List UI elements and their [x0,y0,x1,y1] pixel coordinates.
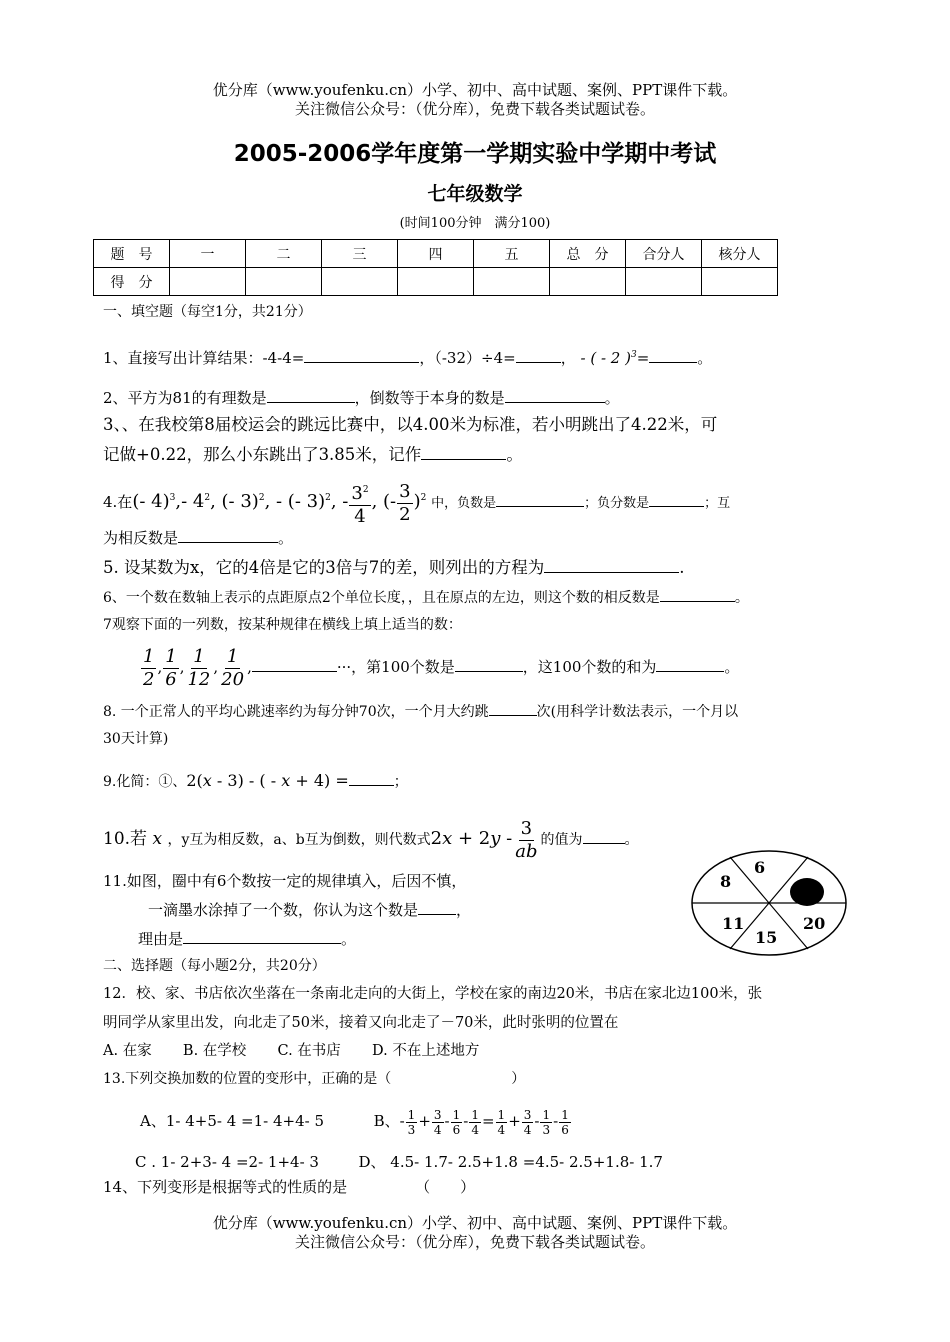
option-a[interactable]: A. 在家 [103,1043,152,1059]
question-12-line-2: 明同学从家里出发，向北走了50米，接着又向北走了－70米，此时张明的位置在 [103,1015,619,1031]
circle-number: 11 [722,914,745,933]
fraction: $\frac{1}{2}$ [143,645,155,690]
question-3-line-2: 记做+0.22，那么小东跳出了3.85米，记作 。 [103,445,523,464]
math-expression: (- 4)$^3$,- $4^2$, (- 3)$^2$, - (- 3)$^2$, - [132,491,349,512]
question-11-line-1: 11.如图，圈中有6个数按一定的规律填入，后因不慎， [103,872,467,890]
option-d[interactable]: D、 4.5- 1.7- 2.5+1.8 =4.5- 2.5+1.8- 1.7 [358,1153,663,1171]
fraction: $\frac{1}{3}$ [407,1107,416,1137]
question-13-options-ab [140,1101,572,1147]
question-12-options [103,1041,479,1061]
question-8-line-1: 8. 一个正常人的平均心跳速率约为每分钟70次，一个月大约跳 次(用科学计数法表示，一个月以 [103,701,738,722]
score-table-header-row [94,240,778,268]
question-8-line-2: 30天计算) [103,731,169,747]
math-expression: , (- [371,491,397,512]
table-cell: 二 [246,240,322,268]
option-d[interactable]: D. 不在上述地方 [372,1043,480,1059]
answer-blank[interactable] [649,348,697,363]
question-11-line-2: 一滴墨水涂掉了一个数，你认为这个数是 ， [148,901,472,919]
question-11-line-3: 理由是 。 [138,930,357,948]
fraction: $\frac{3}{4}$ [523,1107,532,1137]
exam-info: (时间100分钟 满分100) [399,216,551,231]
table-cell: 合分人 [626,240,702,268]
score-table [93,239,778,296]
fraction: $\frac{1}{6}$ [165,645,177,690]
question-2: 2、平方为81的有理数是 ，倒数等于本身的数是 。 [103,389,620,407]
question-7: 7观察下面的一列数，按某种规律在横线上填上适当的数： [103,617,462,633]
fraction: $\frac{1}{4}$ [471,1107,479,1137]
answer-blank[interactable] [421,445,506,460]
score-cell[interactable] [702,268,778,296]
number-circle-figure [690,848,850,958]
question-13-options-cd [135,1152,663,1172]
math-expression: 2x + 2y - [430,828,513,849]
fraction: $\frac{3^2}{4}$ [349,479,370,528]
score-cell[interactable] [626,268,702,296]
fraction: $\frac{1}{6}$ [561,1107,569,1137]
answer-blank[interactable] [516,348,561,363]
question-10: 10.若 x ，y互为相反数，a、b互为倒数，则代数式2x + 2y - $\frac{3}{ab}$ 的值为 。 [103,817,639,862]
table-cell: 总 分 [550,240,626,268]
fraction: $\frac{1}{12}$ [187,645,211,690]
answer-blank[interactable] [304,348,419,363]
option-c[interactable]: C . 1- 2+3- 4 =2- 1+4- 3 [135,1153,319,1171]
score-table-score-row [94,268,778,296]
fraction: $\frac{3}{2}$ [399,480,411,525]
question-5: 5. 设某数为x，它的4倍是它的3倍与7的差，则列出的方程为 . [103,558,685,577]
option-c[interactable]: C. 在书店 [277,1043,341,1059]
score-cell[interactable] [322,268,398,296]
answer-blank[interactable] [660,587,735,602]
footer-line-1: 优分库（www.youfenku.cn）小学、初中、高中试题、案例、PPT课件下载。 [212,1214,738,1232]
ink-blot [790,878,824,906]
fraction: $\frac{1}{20}$ [221,645,245,690]
answer-blank[interactable] [583,829,625,844]
question-3-line-1: 3、、在我校第8届校运会的跳远比赛中，以4.00米为标准，若小明跳出了4.22米，可 [103,415,718,434]
circle-number: 20 [803,914,826,933]
table-cell: 四 [398,240,474,268]
exam-title: 2005-2006学年度第一学期实验中学期中考试 [233,141,717,167]
table-cell: 得 分 [94,268,170,296]
math-expression: x [147,829,168,849]
math-expression: - ( - 2 )$^3$ [580,349,637,367]
table-cell: 题 号 [94,240,170,268]
answer-blank[interactable] [489,701,537,716]
fraction: $\frac{1}{3}$ [542,1107,551,1137]
table-cell: 五 [474,240,550,268]
circle-number: 6 [754,858,766,877]
answer-blank[interactable] [178,528,278,543]
table-cell: 核分人 [702,240,778,268]
answer-blank[interactable] [183,929,341,944]
answer-blank[interactable] [349,771,394,786]
option-b[interactable]: B、- $\frac{1}{3}$ + $\frac{3}{4}$ - $\frac{1}{6}$ - $\frac{1}{4}$ = $\frac{1}{4}$ + $\frac{3}{4}$ - $\frac{1}{3}$ - $\frac{1}{6}$ [373,1107,569,1137]
question-9: 9.化简：①、2(x - 3) - ( - x + 4) = ； [103,771,408,790]
math-expression: 2(x - 3) - ( - x + 4) = [186,771,349,790]
question-14: 14、下列变形是根据等式的性质的是 （ ） [103,1178,476,1196]
question-12-line-1: 12．校、家、书店依次坐落在一条南北走向的大街上，学校在家的南边20米，书店在家北边100米，张 [103,986,763,1002]
question-7-sequence: $\frac{1}{2}$ , $\frac{1}{6}$ , $\frac{1}{12}$ , $\frac{1}{20}$ , ···，第100个数是 ，这100个数的和为 。 [143,645,740,690]
score-cell[interactable] [474,268,550,296]
score-cell[interactable] [246,268,322,296]
question-6: 6、一个数在数轴上表示的点距原点2个单位长度，，且在原点的左边，则这个数的相反数是 。 [103,587,749,608]
fraction: $\frac{1}{6}$ [452,1107,461,1137]
circle-number: 8 [720,872,732,891]
fraction: $\frac{3}{ab}$ [515,817,538,862]
circle-number: 15 [755,928,778,947]
footer-line-2: 关注微信公众号：（优分库），免费下载各类试题试卷。 [294,1233,655,1251]
fraction: $\frac{1}{4}$ [497,1107,506,1137]
section-1-heading: 一、填空题（每空1分，共21分） [103,304,312,320]
header-line-1: 优分库（www.youfenku.cn）小学、初中、高中试题、案例、PPT课件下载。 [212,81,738,99]
math-expression: )$^2$ [413,491,427,512]
score-cell[interactable] [398,268,474,296]
answer-blank[interactable] [418,900,456,915]
exam-subject: 七年级数学 [427,183,523,205]
answer-blank[interactable] [656,657,724,672]
table-cell: 一 [170,240,246,268]
header-line-2: 关注微信公众号：（优分库），免费下载各类试题试卷。 [294,100,655,118]
answer-blank[interactable] [649,492,704,507]
answer-blank[interactable] [267,388,355,403]
answer-blank[interactable] [505,388,605,403]
question-4-line-2: 为相反数是 。 [103,529,294,547]
table-cell: 三 [322,240,398,268]
answer-blank[interactable] [455,657,523,672]
score-cell[interactable] [170,268,246,296]
answer-blank[interactable] [544,558,679,573]
question-1: 1、直接写出计算结果：-4-4= ，（-32）÷4= ， - ( - 2 )$^3$= 。 [103,349,713,367]
question-4: 4.在(- 4)$^3$,- $4^2$, (- 3)$^2$, - (- 3)$^2$, - $\frac{3^2}{4}$ , (- $\frac{3}{2}$ )$^2$ 中，负数是 ；负分数是 ；互 [103,480,731,527]
option-a[interactable]: A、1- 4+5- 4 =1- 4+4- 5 [140,1112,324,1130]
section-2-heading: 二、选择题（每小题2分，共20分） [103,958,326,974]
answer-blank[interactable] [496,492,584,507]
answer-blank[interactable] [252,657,337,672]
option-b[interactable]: B. 在学校 [182,1043,247,1059]
question-13: 13.下列交换加数的位置的变形中，正确的是（ ） [103,1071,526,1087]
score-cell[interactable] [550,268,626,296]
fraction: $\frac{3}{4}$ [433,1107,442,1137]
